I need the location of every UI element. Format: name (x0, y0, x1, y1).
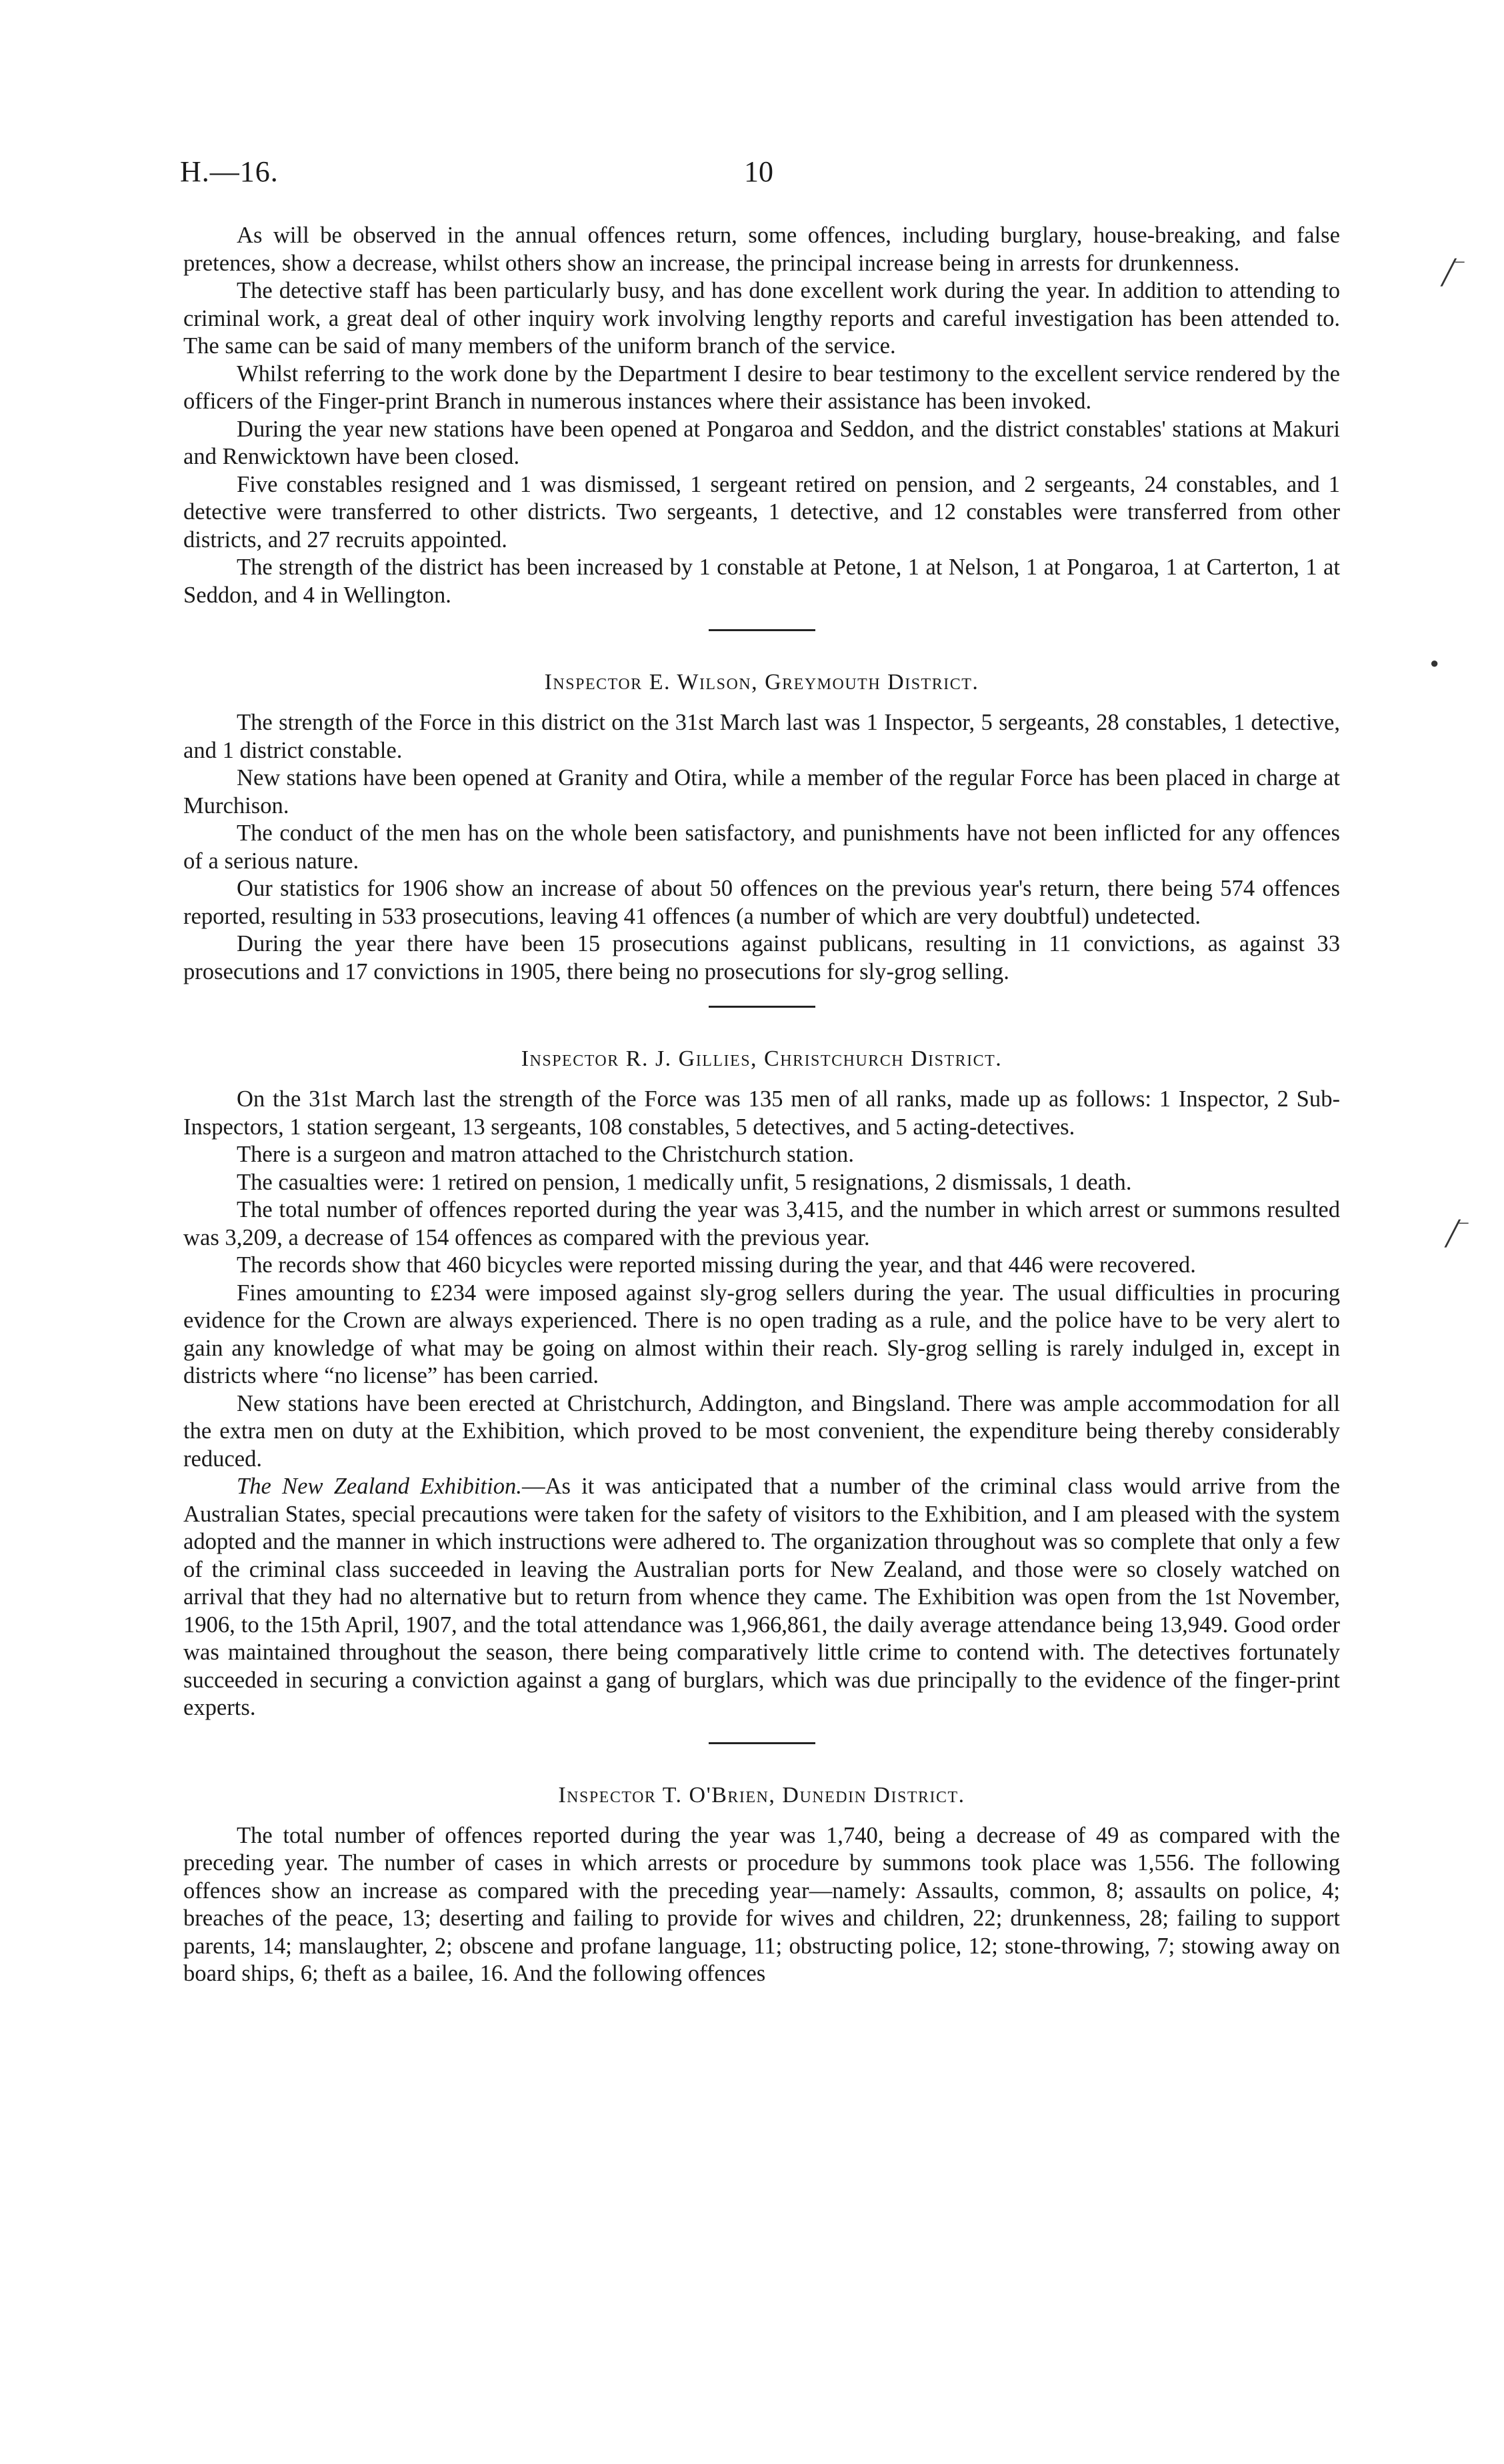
margin-mark: ╱‾ (1445, 1220, 1468, 1247)
christchurch-section (183, 1045, 1340, 1722)
section-heading: Inspector R. J. Gillies, Christchurch District. (521, 1046, 1003, 1071)
paragraph: The total number of offences reported during the year was 3,415, and the number in which arrest or summons resulted was 3,209, a decrease of 154 offences as compared with the previous year. (183, 1197, 1340, 1250)
page-number: 10 (744, 155, 773, 188)
paragraph: Our statistics for 1906 show an increase of about 50 offences on the previous year's return, there being 574 offences reported, resulting in 533 prosecutions, leaving 41 offences (a number of which are very doubtful) undetected. (183, 876, 1340, 929)
paragraph: New stations have been erected at Christchurch, Addington, and Bingsland. There was ample accommodation for all the extra men on duty at the Exhibition, which proved to be most convenient, the expenditure being thereby considerably reduced. (183, 1390, 1340, 1472)
margin-mark: ╱‾ (1441, 259, 1464, 286)
section-divider (709, 629, 815, 631)
margin-dot: ● (1430, 654, 1439, 671)
paragraph: As will be observed in the annual offences return, some offences, including burglary, house-breaking, and false pretences, show a decrease, whilst others show an increase, the principal increase being in arrests for drunkenness. (183, 223, 1340, 276)
paragraph: The total number of offences reported during the year was 1,740, being a decrease of 49 as compared with the preceding year. The number of cases in which arrests or procedure by summons took place was 1,556. The following offences show an increase as compared with the preceding year—namely: Assaults, common, 8; assaults on police, 4; breaches of the peace, 13; deserting and failing to provide for wives and children, 22; drunkenness, 28; failing to support parents, 14; manslaughter, 2; obscene and profane language, 11; obstructing police, 12; stone-throwing, 7; stowing away on board ships, 6; theft as a bailee, 16. And the following offences (183, 1822, 1340, 1986)
paragraph: The casualties were: 1 retired on pension, 1 medically unfit, 5 resignations, 2 dismissals, 1 death. (237, 1169, 1132, 1195)
dunedin-section (183, 1782, 1340, 1988)
paragraph: The records show that 460 bicycles were reported missing during the year, and that 446 were recovered. (237, 1252, 1196, 1278)
document-reference: H.—16. (180, 155, 279, 188)
section-divider (709, 1742, 815, 1744)
paragraph: The strength of the district has been increased by 1 constable at Petone, 1 at Nelson, 1 at Pongaroa, 1 at Carterton, 1 at Seddon, and 4 in Wellington. (183, 555, 1340, 608)
page-header (180, 155, 1337, 195)
paragraph: The conduct of the men has on the whole been satisfactory, and punishments have not been inflicted for any offences of a serious nature. (183, 820, 1340, 874)
section-heading: Inspector E. Wilson, Greymouth District. (544, 670, 979, 694)
paragraph: On the 31st March last the strength of the Force was 135 men of all ranks, made up as follows: 1 Inspector, 2 Sub-Inspectors, 1 station sergeant, 13 sergeants, 108 constables, 5 detectives, and 5 acting-detectives. (183, 1086, 1340, 1140)
paragraph: The strength of the Force in this district on the 31st March last was 1 Inspector, 5 sergeants, 28 constables, 1 detective, and 1 district constable. (183, 710, 1340, 763)
report-body (183, 222, 1340, 1988)
paragraph: New stations have been opened at Granity and Otira, while a member of the regular Force has been placed in charge at Murchison. (183, 765, 1340, 818)
paragraph: There is a surgeon and matron attached to the Christchurch station. (237, 1142, 854, 1167)
section-divider (709, 1006, 815, 1008)
exhibition-text: —As it was anticipated that a number of the criminal class would arrive from the Australian States, special precautions were taken for the safety of visitors to the Exhibition, and I am pleased with the system adopted and the manner in which instructions were adhered to. The organization throughout was so complete that only a few of the criminal class succeeded in leaving the Australian ports for New Zealand, and those were so closely watched on arrival that they had no alternative but to return from whence they came. The Exhibition was open from the 1st November, 1906, to the 15th April, 1907, and the total attendance was 1,966,861, the daily average attendance being 13,949. Good order was maintained throughout the season, there being comparatively little crime to contend with. The detectives fortunately succeeded in securing a conviction against a gang of burglars, which was due principally to the evidence of the finger-print experts. (183, 1474, 1340, 1720)
greymouth-section (183, 668, 1340, 986)
section-heading: Inspector T. O'Brien, Dunedin District. (558, 1782, 965, 1808)
paragraph: Fines amounting to £234 were imposed against sly-grog sellers during the year. The usual difficulties in procuring evidence for the Crown are always experienced. There is no open trading as a rule, and the police have to be very alert to gain any knowledge of what may be going on almost within their reach. Sly-grog selling is rarely indulged in, except in districts where “no license” has been carried. (183, 1280, 1340, 1388)
paragraph: Whilst referring to the work done by the Department I desire to bear testimony to the excellent service rendered by the officers of the Finger-print Branch in numerous instances where their assistance has been invoked. (183, 361, 1340, 414)
paragraph: The detective staff has been particularly busy, and has done excellent work during the year. In addition to attending to criminal work, a great deal of other inquiry work involving lengthy reports and careful investigation has been attended to. The same can be said of many members of the uniform branch of the service. (183, 278, 1340, 359)
wellington-summary (183, 222, 1340, 609)
paragraph: During the year there have been 15 prosecutions against publicans, resulting in 11 convictions, as against 33 prosecutions and 17 convictions in 1905, there being no prosecutions for sly-grog selling. (183, 931, 1340, 984)
paragraph: During the year new stations have been opened at Pongaroa and Seddon, and the district constables' stations at Makuri and Renwicktown have been closed. (183, 416, 1340, 469)
exhibition-title: The New Zealand Exhibition. (237, 1474, 522, 1499)
paragraph: Five constables resigned and 1 was dismissed, 1 sergeant retired on pension, and 2 sergeants, 24 constables, and 1 detective were transferred to other districts. Two sergeants, 1 detective, and 12 constables were transferred from other districts, and 27 recruits appointed. (183, 471, 1340, 553)
exhibition-paragraph (183, 1473, 1340, 1722)
